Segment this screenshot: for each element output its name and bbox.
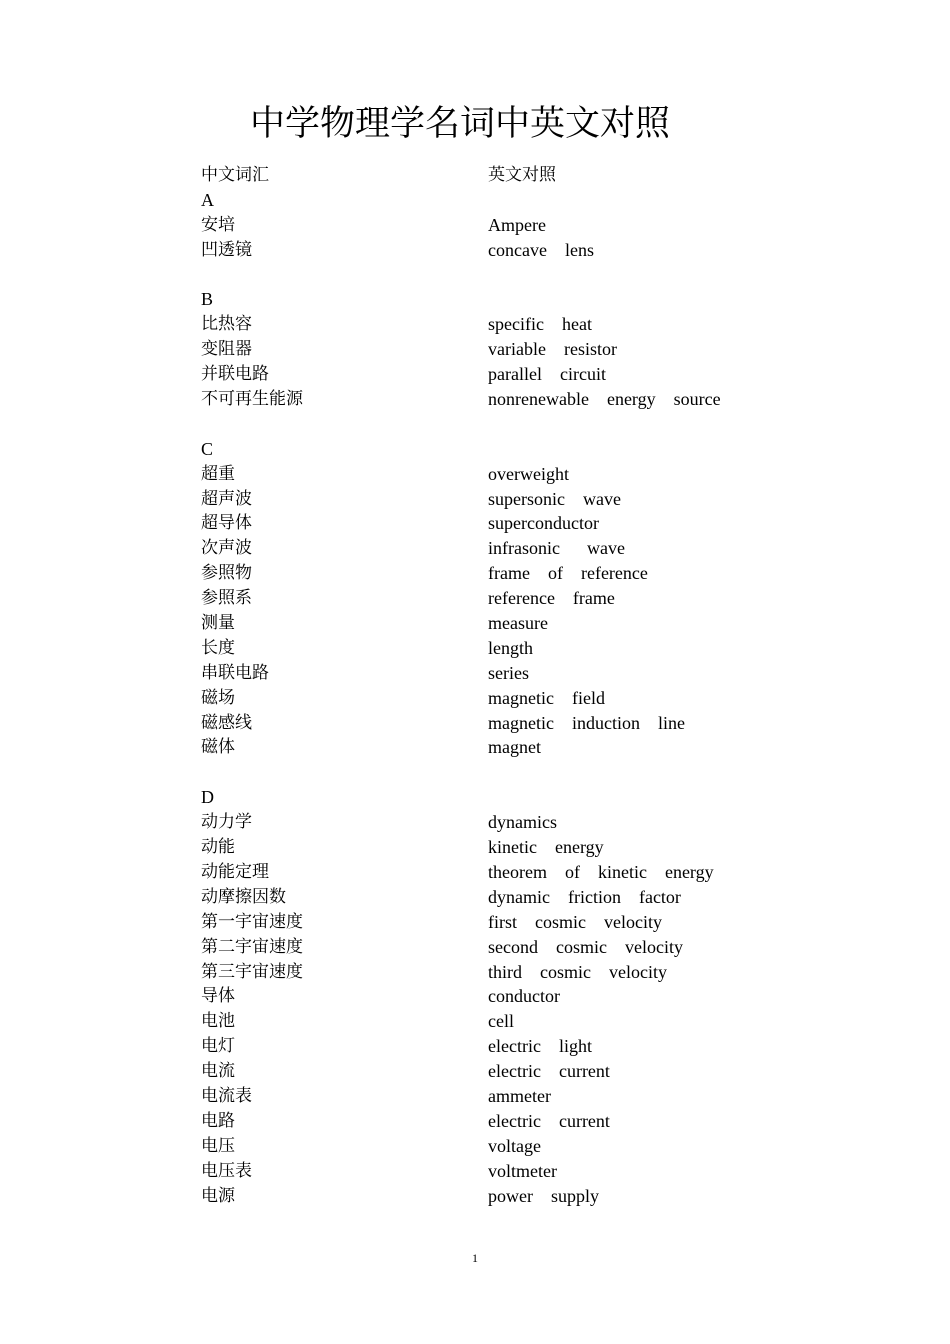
glossary-entry [201, 312, 801, 337]
english-term: voltmeter [488, 1160, 557, 1181]
english-column-header: 英文对照 [488, 165, 556, 185]
glossary-entry [201, 1059, 801, 1084]
column-header-row [201, 163, 801, 188]
section-letter: D [201, 787, 214, 808]
chinese-term: 动力学 [201, 812, 252, 833]
glossary-entry [201, 586, 801, 611]
chinese-term: 磁体 [201, 737, 235, 758]
english-term: parallel circuit [488, 364, 606, 385]
english-term: concave lens [488, 239, 594, 260]
glossary-entry [201, 885, 801, 910]
chinese-term: 第一宇宙速度 [201, 911, 303, 932]
chinese-term: 电池 [201, 1011, 235, 1032]
section-letter-row [201, 437, 801, 462]
english-term: electric current [488, 1061, 610, 1082]
chinese-term: 电源 [201, 1185, 235, 1206]
glossary-entry [201, 910, 801, 935]
english-term: Ampere [488, 214, 546, 235]
glossary-entry [201, 1159, 801, 1184]
glossary-entry [201, 487, 801, 512]
sections-container [201, 188, 801, 1209]
glossary-entry [201, 735, 801, 760]
chinese-term: 安培 [201, 214, 235, 235]
section-spacer [201, 263, 801, 288]
english-term: ammeter [488, 1085, 551, 1106]
section-letter: A [201, 189, 214, 210]
chinese-term: 超声波 [201, 488, 252, 509]
chinese-term: 电压表 [201, 1160, 252, 1181]
glossary-entry [201, 686, 801, 711]
glossary-entry [201, 511, 801, 536]
english-term: specific heat [488, 314, 592, 335]
english-term: series [488, 662, 529, 683]
glossary-entry [201, 711, 801, 736]
english-term: voltage [488, 1135, 541, 1156]
glossary-entry [201, 984, 801, 1009]
english-term: conductor [488, 986, 560, 1007]
chinese-term: 超重 [201, 463, 235, 484]
glossary-entry [201, 935, 801, 960]
english-term: length [488, 637, 533, 658]
chinese-term: 串联电路 [201, 662, 269, 683]
section-letter-row [201, 287, 801, 312]
chinese-term: 电压 [201, 1135, 235, 1156]
chinese-term: 参照系 [201, 588, 252, 609]
glossary-entry [201, 810, 801, 835]
english-term: electric current [488, 1110, 610, 1131]
english-term: measure [488, 613, 548, 634]
chinese-term: 凹透镜 [201, 239, 252, 260]
english-term: kinetic energy [488, 837, 604, 858]
english-term: dynamics [488, 812, 557, 833]
english-term: cell [488, 1011, 514, 1032]
glossary-entry [201, 337, 801, 362]
glossary-entry [201, 1109, 801, 1134]
chinese-column-header: 中文词汇 [201, 165, 269, 185]
glossary-entry [201, 536, 801, 561]
page-number: 1 [472, 1251, 478, 1265]
section-letter-row [201, 188, 801, 213]
chinese-term: 超导体 [201, 513, 252, 534]
chinese-term: 不可再生能源 [201, 389, 303, 410]
glossary-entry [201, 661, 801, 686]
glossary-entry [201, 1134, 801, 1159]
chinese-term: 电路 [201, 1110, 235, 1131]
chinese-term: 测量 [201, 613, 235, 634]
page-title: 中学物理学名词中英文对照 [249, 104, 670, 144]
chinese-term: 变阻器 [201, 339, 252, 360]
chinese-term: 电灯 [201, 1036, 235, 1057]
english-term: variable resistor [488, 339, 617, 360]
chinese-term: 次声波 [201, 538, 252, 559]
english-term: electric light [488, 1036, 592, 1057]
english-term: magnet [488, 737, 541, 758]
chinese-term: 电流 [201, 1061, 235, 1082]
english-term: nonrenewable energy source [488, 389, 721, 410]
section-letter: B [201, 289, 214, 310]
english-term: frame of reference [488, 563, 648, 584]
section-letter: C [201, 438, 214, 459]
glossary-entry [201, 835, 801, 860]
glossary-entry [201, 1009, 801, 1034]
english-term: superconductor [488, 513, 599, 534]
glossary-entry [201, 860, 801, 885]
glossary-entry [201, 561, 801, 586]
english-term: reference frame [488, 588, 615, 609]
glossary-entry [201, 636, 801, 661]
chinese-term: 并联电路 [201, 364, 269, 385]
english-term: first cosmic velocity [488, 911, 662, 932]
glossary-entry [201, 1034, 801, 1059]
english-term: second cosmic velocity [488, 936, 683, 957]
chinese-term: 第二宇宙速度 [201, 936, 303, 957]
english-term: power supply [488, 1185, 599, 1206]
chinese-term: 比热容 [201, 314, 252, 335]
chinese-term: 电流表 [201, 1085, 252, 1106]
glossary-entry [201, 960, 801, 985]
english-term: infrasonic wave [488, 538, 625, 559]
english-term: supersonic wave [488, 488, 621, 509]
chinese-term: 导体 [201, 986, 235, 1007]
english-term: dynamic friction factor [488, 886, 681, 907]
english-term: third cosmic velocity [488, 961, 667, 982]
english-term: magnetic induction line [488, 712, 685, 733]
chinese-term: 动摩擦因数 [201, 886, 286, 907]
chinese-term: 磁场 [201, 687, 235, 708]
glossary-entry [201, 611, 801, 636]
english-term: magnetic field [488, 687, 605, 708]
section-spacer [201, 760, 801, 785]
glossary-entry [201, 362, 801, 387]
glossary-entry [201, 213, 801, 238]
section-letter-row [201, 785, 801, 810]
chinese-term: 磁感线 [201, 712, 252, 733]
chinese-term: 参照物 [201, 563, 252, 584]
chinese-term: 长度 [201, 637, 235, 658]
chinese-term: 第三宇宙速度 [201, 961, 303, 982]
glossary-entry [201, 1084, 801, 1109]
chinese-term: 动能 [201, 837, 235, 858]
english-term: overweight [488, 463, 569, 484]
chinese-term: 动能定理 [201, 861, 269, 882]
glossary-entry [201, 1184, 801, 1209]
glossary-entry [201, 387, 801, 412]
glossary-entry [201, 462, 801, 487]
glossary-table [201, 163, 801, 1208]
english-term: theorem of kinetic energy [488, 861, 714, 882]
glossary-entry [201, 238, 801, 263]
section-spacer [201, 412, 801, 437]
